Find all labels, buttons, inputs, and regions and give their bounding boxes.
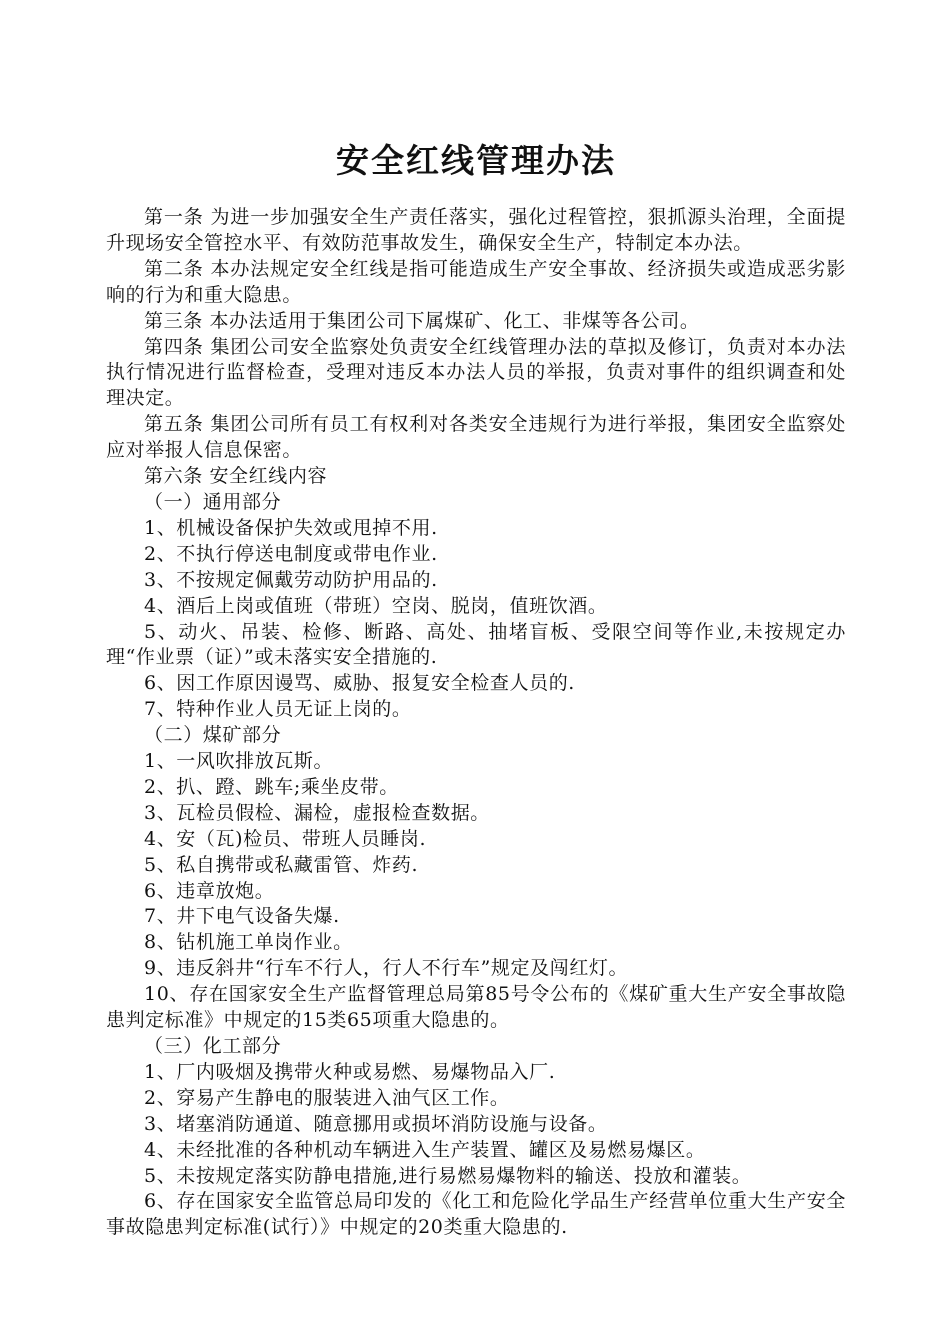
coal-item-6: 6、违章放炮。 xyxy=(144,879,275,902)
article-1: 第一条 为进一步加强安全生产责任落实，强化过程管控，狠抓源头治理，全面提升现场安全管控水平、有效防范事故发生，确保安全生产，特制定本办法。 xyxy=(106,206,846,254)
document-title: 安全红线管理办法 xyxy=(336,141,616,180)
section-coal-heading: （二）煤矿部分 xyxy=(144,724,282,747)
coal-item-5: 5、私自携带或私藏雷管、炸药. xyxy=(144,853,419,876)
section-chemical-heading: （三）化工部分 xyxy=(144,1035,282,1057)
chemical-item-3: 3、堵塞消防通道、随意挪用或损坏消防设施与设备。 xyxy=(144,1112,608,1135)
general-item-4: 4、酒后上岗或值班（带班）空岗、脱岗，值班饮酒。 xyxy=(144,594,608,617)
general-item-6: 6、因工作原因谩骂、威胁、报复安全检查人员的. xyxy=(144,672,575,695)
article-2: 第二条 本办法规定安全红线是指可能造成生产安全事故、经济损失或造成恶劣影响的行为和重大隐患。 xyxy=(106,257,846,306)
chemical-item-4: 4、未经批准的各种机动车辆进入生产装置、罐区及易燃易爆区。 xyxy=(144,1138,706,1161)
chemical-item-1: 1、厂内吸烟及携带火种或易燃、易爆物品入厂. xyxy=(144,1060,556,1083)
article-3: 第三条 本办法适用于集团公司下属煤矿、化工、非煤等各公司。 xyxy=(144,309,700,332)
general-item-5: 5、动火、吊装、检修、断路、高处、抽堵盲板、受限空间等作业,未按规定办理“作业票（证）”或未落实安全措施的. xyxy=(106,620,846,669)
article-6-heading: 第六条 安全红线内容 xyxy=(144,465,328,488)
general-item-7: 7、特种作业人员无证上岗的。 xyxy=(144,698,412,721)
coal-item-4: 4、安（瓦)检员、带班人员睡岗. xyxy=(144,827,427,850)
section-general-heading: （一）通用部分 xyxy=(144,490,282,513)
chemical-item-2: 2、穿易产生静电的服装进入油气区工作。 xyxy=(144,1086,510,1109)
article-4: 第四条 集团公司安全监察处负责安全红线管理办法的草拟及修订，负责对本办法执行情况进行监督检查，受理对违反本办法人员的举报，负责对事件的组织调查和处理决定。 xyxy=(106,335,846,410)
coal-item-3: 3、瓦检员假检、漏检，虚报检查数据。 xyxy=(144,801,490,824)
general-item-3: 3、不按规定佩戴劳动防护用品的. xyxy=(144,568,438,591)
general-item-1: 1、机械设备保护失效或甩掉不用. xyxy=(144,516,438,539)
chemical-item-5: 5、未按规定落实防静电措施,进行易燃易爆物料的输送、投放和灌装。 xyxy=(144,1164,752,1187)
coal-item-8: 8、钻机施工单岗作业。 xyxy=(144,931,353,954)
coal-item-10: 10、存在国家安全生产监督管理总局第85号令公布的《煤矿重大生产安全事故隐患判定标准》中规定的15类65项重大隐患的。 xyxy=(106,983,846,1032)
coal-item-9: 9、违反斜井“行车不行人，行人不行车”规定及闯红灯。 xyxy=(144,957,629,980)
article-5: 第五条 集团公司所有员工有权利对各类安全违规行为进行举报，集团安全监察处应对举报人信息保密。 xyxy=(106,413,846,462)
general-item-2: 2、不执行停送电制度或带电作业. xyxy=(144,542,438,565)
document-body xyxy=(106,205,846,1241)
coal-item-7: 7、井下电气设备失爆. xyxy=(144,905,340,928)
chemical-item-6: 6、存在国家安全监管总局印发的《化工和危险化学品生产经营单位重大生产安全事故隐患判定标准(试行）》中规定的20类重大隐患的. xyxy=(106,1190,846,1239)
coal-item-2: 2、扒、蹬、跳车;乘坐皮带。 xyxy=(144,775,399,798)
coal-item-1: 1、一风吹排放瓦斯。 xyxy=(144,750,334,773)
